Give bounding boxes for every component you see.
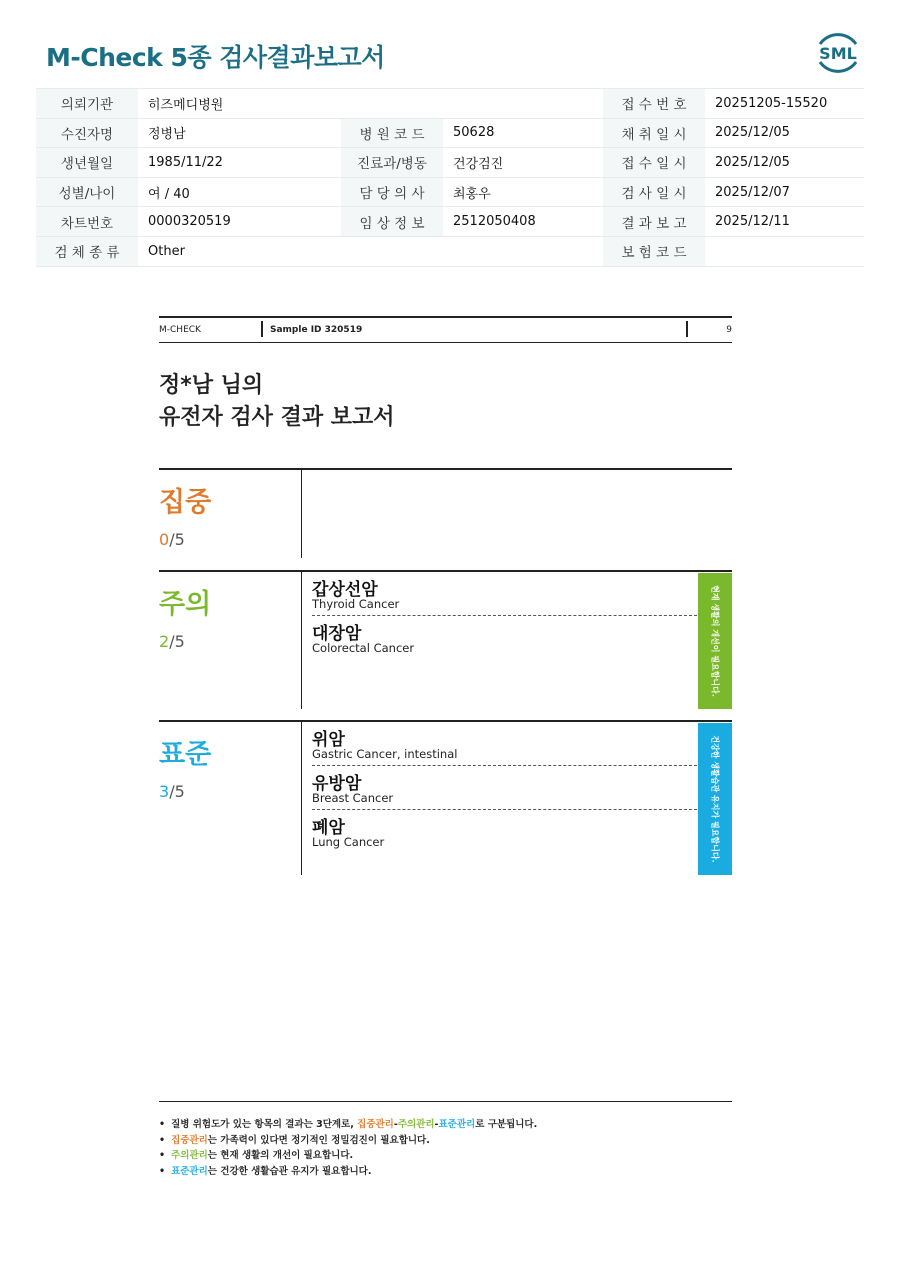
level-count-number: 3 bbox=[159, 782, 170, 801]
disease-list bbox=[312, 722, 697, 853]
info-row bbox=[36, 207, 864, 237]
disease-name-ko: 폐암 bbox=[312, 818, 345, 838]
level-count bbox=[159, 632, 185, 651]
heading-line1: 정*남 님의 bbox=[159, 373, 264, 398]
info-value: 2512050408 bbox=[443, 207, 603, 237]
info-value: 히즈메디병원 bbox=[138, 89, 341, 119]
level-count-total: /5 bbox=[169, 782, 185, 801]
sample-id: Sample ID 320519 bbox=[261, 321, 362, 337]
info-value bbox=[443, 236, 603, 266]
info-row bbox=[36, 89, 864, 119]
info-value: 2025/12/11 bbox=[705, 207, 864, 237]
report-heading bbox=[159, 370, 395, 434]
risk-section bbox=[159, 720, 732, 875]
info-value: 20251205-15520 bbox=[705, 89, 864, 119]
info-label: 차트번호 bbox=[36, 207, 138, 237]
note-1: • 질병 위험도가 있는 항목의 결과는 3단계로, 집중관리-주의관리-표준관리로 구분됩니다. bbox=[159, 1117, 537, 1133]
sml-logo bbox=[812, 28, 864, 76]
info-label bbox=[341, 236, 443, 266]
disease-name-en: Gastric Cancer, intestinal bbox=[312, 747, 458, 761]
risk-section bbox=[159, 570, 732, 709]
info-value: 0000320519 bbox=[138, 207, 341, 237]
level-column bbox=[159, 722, 302, 875]
level-count-number: 0 bbox=[159, 530, 170, 549]
inner-report-header bbox=[159, 316, 732, 343]
info-value: 2025/12/05 bbox=[705, 148, 864, 178]
note-4: • 표준관리는 건강한 생활습관 유지가 필요합니다. bbox=[159, 1164, 537, 1180]
info-label: 검 사 일 시 bbox=[603, 177, 705, 207]
info-value: 1985/11/22 bbox=[138, 148, 341, 178]
disease-item bbox=[312, 572, 697, 616]
disease-name-ko: 위암 bbox=[312, 730, 345, 750]
info-value: 50628 bbox=[443, 118, 603, 148]
disease-item bbox=[312, 616, 697, 659]
info-value bbox=[705, 236, 864, 266]
level-count bbox=[159, 782, 185, 801]
report-title: M-Check 5종 검사결과보고서 bbox=[46, 43, 385, 72]
disease-name-ko: 유방암 bbox=[312, 774, 362, 794]
disease-item bbox=[312, 766, 697, 810]
info-label: 채 취 일 시 bbox=[603, 118, 705, 148]
level-column bbox=[159, 470, 302, 558]
info-label: 검 체 종 류 bbox=[36, 236, 138, 266]
disease-item bbox=[312, 722, 697, 766]
info-label: 보 험 코 드 bbox=[603, 236, 705, 266]
page-number: 9 bbox=[686, 321, 732, 337]
disease-name-en: Colorectal Cancer bbox=[312, 641, 415, 655]
info-value: 여 / 40 bbox=[138, 177, 341, 207]
info-label: 생년월일 bbox=[36, 148, 138, 178]
info-value: 최홍우 bbox=[443, 177, 603, 207]
info-value: Other bbox=[138, 236, 341, 266]
info-row bbox=[36, 118, 864, 148]
info-label: 결 과 보 고 bbox=[603, 207, 705, 237]
info-label: 임 상 정 보 bbox=[341, 207, 443, 237]
info-value: 건강검진 bbox=[443, 148, 603, 178]
level-name: 집중 bbox=[159, 487, 212, 518]
level-count bbox=[159, 530, 185, 549]
patient-info-table bbox=[36, 88, 864, 267]
note-2: • 집중관리는 가족력이 있다면 정기적인 정밀검진이 필요합니다. bbox=[159, 1133, 537, 1149]
logo-text: SML bbox=[819, 44, 857, 63]
disease-name-ko: 갑상선암 bbox=[312, 580, 378, 600]
info-row bbox=[36, 236, 864, 266]
footer-divider bbox=[159, 1101, 732, 1102]
info-label: 담 당 의 사 bbox=[341, 177, 443, 207]
info-label bbox=[341, 89, 443, 119]
heading-line2: 유전자 검사 결과 보고서 bbox=[159, 405, 395, 430]
advice-text: 현재 생활의 개선이 필요합니다. bbox=[710, 585, 720, 697]
info-value bbox=[443, 89, 603, 119]
level-count-total: /5 bbox=[169, 530, 185, 549]
disease-name-en: Thyroid Cancer bbox=[312, 597, 400, 611]
level-count-number: 2 bbox=[159, 632, 170, 651]
level-name: 주의 bbox=[159, 589, 212, 620]
advice-side-bar bbox=[698, 723, 732, 875]
info-label: 접 수 일 시 bbox=[603, 148, 705, 178]
advice-side-bar bbox=[698, 573, 732, 709]
disease-name-en: Breast Cancer bbox=[312, 791, 394, 805]
info-row bbox=[36, 177, 864, 207]
disease-name-en: Lung Cancer bbox=[312, 835, 385, 849]
inner-brand: M-CHECK bbox=[159, 325, 201, 335]
level-name: 표준 bbox=[159, 739, 212, 770]
info-label: 성별/나이 bbox=[36, 177, 138, 207]
info-label: 접 수 번 호 bbox=[603, 89, 705, 119]
info-value: 2025/12/07 bbox=[705, 177, 864, 207]
disease-list bbox=[312, 572, 697, 659]
risk-section bbox=[159, 468, 732, 558]
info-label: 수진자명 bbox=[36, 118, 138, 148]
info-row bbox=[36, 148, 864, 178]
advice-text: 건강한 생활습관 유지가 필요합니다. bbox=[710, 735, 720, 863]
level-column bbox=[159, 572, 302, 709]
info-label: 진료과/병동 bbox=[341, 148, 443, 178]
info-label: 의뢰기관 bbox=[36, 89, 138, 119]
info-label: 병 원 코 드 bbox=[341, 118, 443, 148]
disease-name-ko: 대장암 bbox=[312, 624, 362, 644]
level-count-total: /5 bbox=[169, 632, 185, 651]
notes-list bbox=[159, 1117, 537, 1179]
note-3: • 주의관리는 현재 생활의 개선이 필요합니다. bbox=[159, 1148, 537, 1164]
disease-item bbox=[312, 810, 697, 853]
info-value: 정병남 bbox=[138, 118, 341, 148]
info-value: 2025/12/05 bbox=[705, 118, 864, 148]
